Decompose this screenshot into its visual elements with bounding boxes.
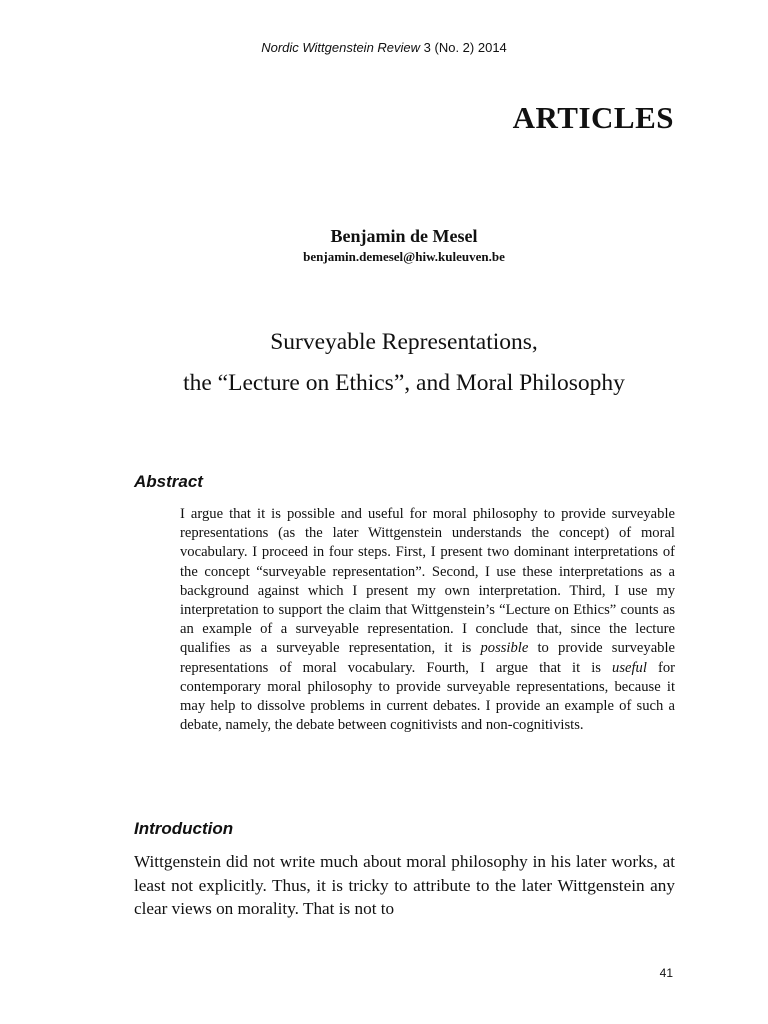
abstract-paragraph bbox=[180, 505, 675, 735]
abstract-heading: Abstract bbox=[134, 472, 203, 491]
introduction-body bbox=[134, 850, 675, 921]
abstract-text-part-3: for contemporary moral philosophy to provide surveyable representations, because it may help to dissolve problems in current debates. I provide an example of such a debate, namely, the debate between cognitivists and non-cognitivists. bbox=[180, 659, 675, 734]
journal-name: Nordic Wittgenstein Review bbox=[261, 40, 421, 55]
journal-issue: 3 (No. 2) 2014 bbox=[423, 40, 507, 55]
author-email[interactable]: benjamin.demesel@hiw.kuleuven.be bbox=[303, 249, 505, 264]
introduction-heading: Introduction bbox=[134, 819, 234, 838]
author-name: Benjamin de Mesel bbox=[330, 226, 478, 246]
article-title-line-2: the “Lecture on Ethics”, and Moral Philosophy bbox=[183, 370, 625, 396]
abstract-emphasis-possible: possible bbox=[480, 640, 529, 657]
journal-header bbox=[0, 40, 768, 55]
page-number: 41 bbox=[659, 966, 673, 980]
article-title-line-1: Surveyable Representations, bbox=[270, 329, 538, 355]
abstract-text-part-2: to provide surveyable representations of moral vocabulary. Fourth, I argue that it is bbox=[180, 640, 675, 676]
abstract-body bbox=[180, 505, 675, 735]
article-title bbox=[0, 322, 768, 404]
abstract-text-part-1: I argue that it is possible and useful for moral philosophy to provide surveyable representations (as the later Wittgenstein understands the concept) of moral vocabulary. I proceed in four steps. First, I present two dominant interpretations of the concept “surveyable representation”. Second, I use these interpretations as a background against which I present my own interpretation. Third, I use my interpretation to support the claim that Wittgenstein’s “Lecture on Ethics” counts as an example of a surveyable representation. I conclude that, since the lecture qualifies as a surveyable representation, it is bbox=[180, 506, 675, 657]
section-title: ARTICLES bbox=[512, 100, 674, 135]
introduction-paragraph: Wittgenstein did not write much about moral philosophy in his later works, at least not explicitly. Thus, it is tricky to attribute to the later Wittgenstein any clear views on morality. That is not to bbox=[134, 852, 675, 918]
abstract-emphasis-useful: useful bbox=[612, 659, 647, 676]
